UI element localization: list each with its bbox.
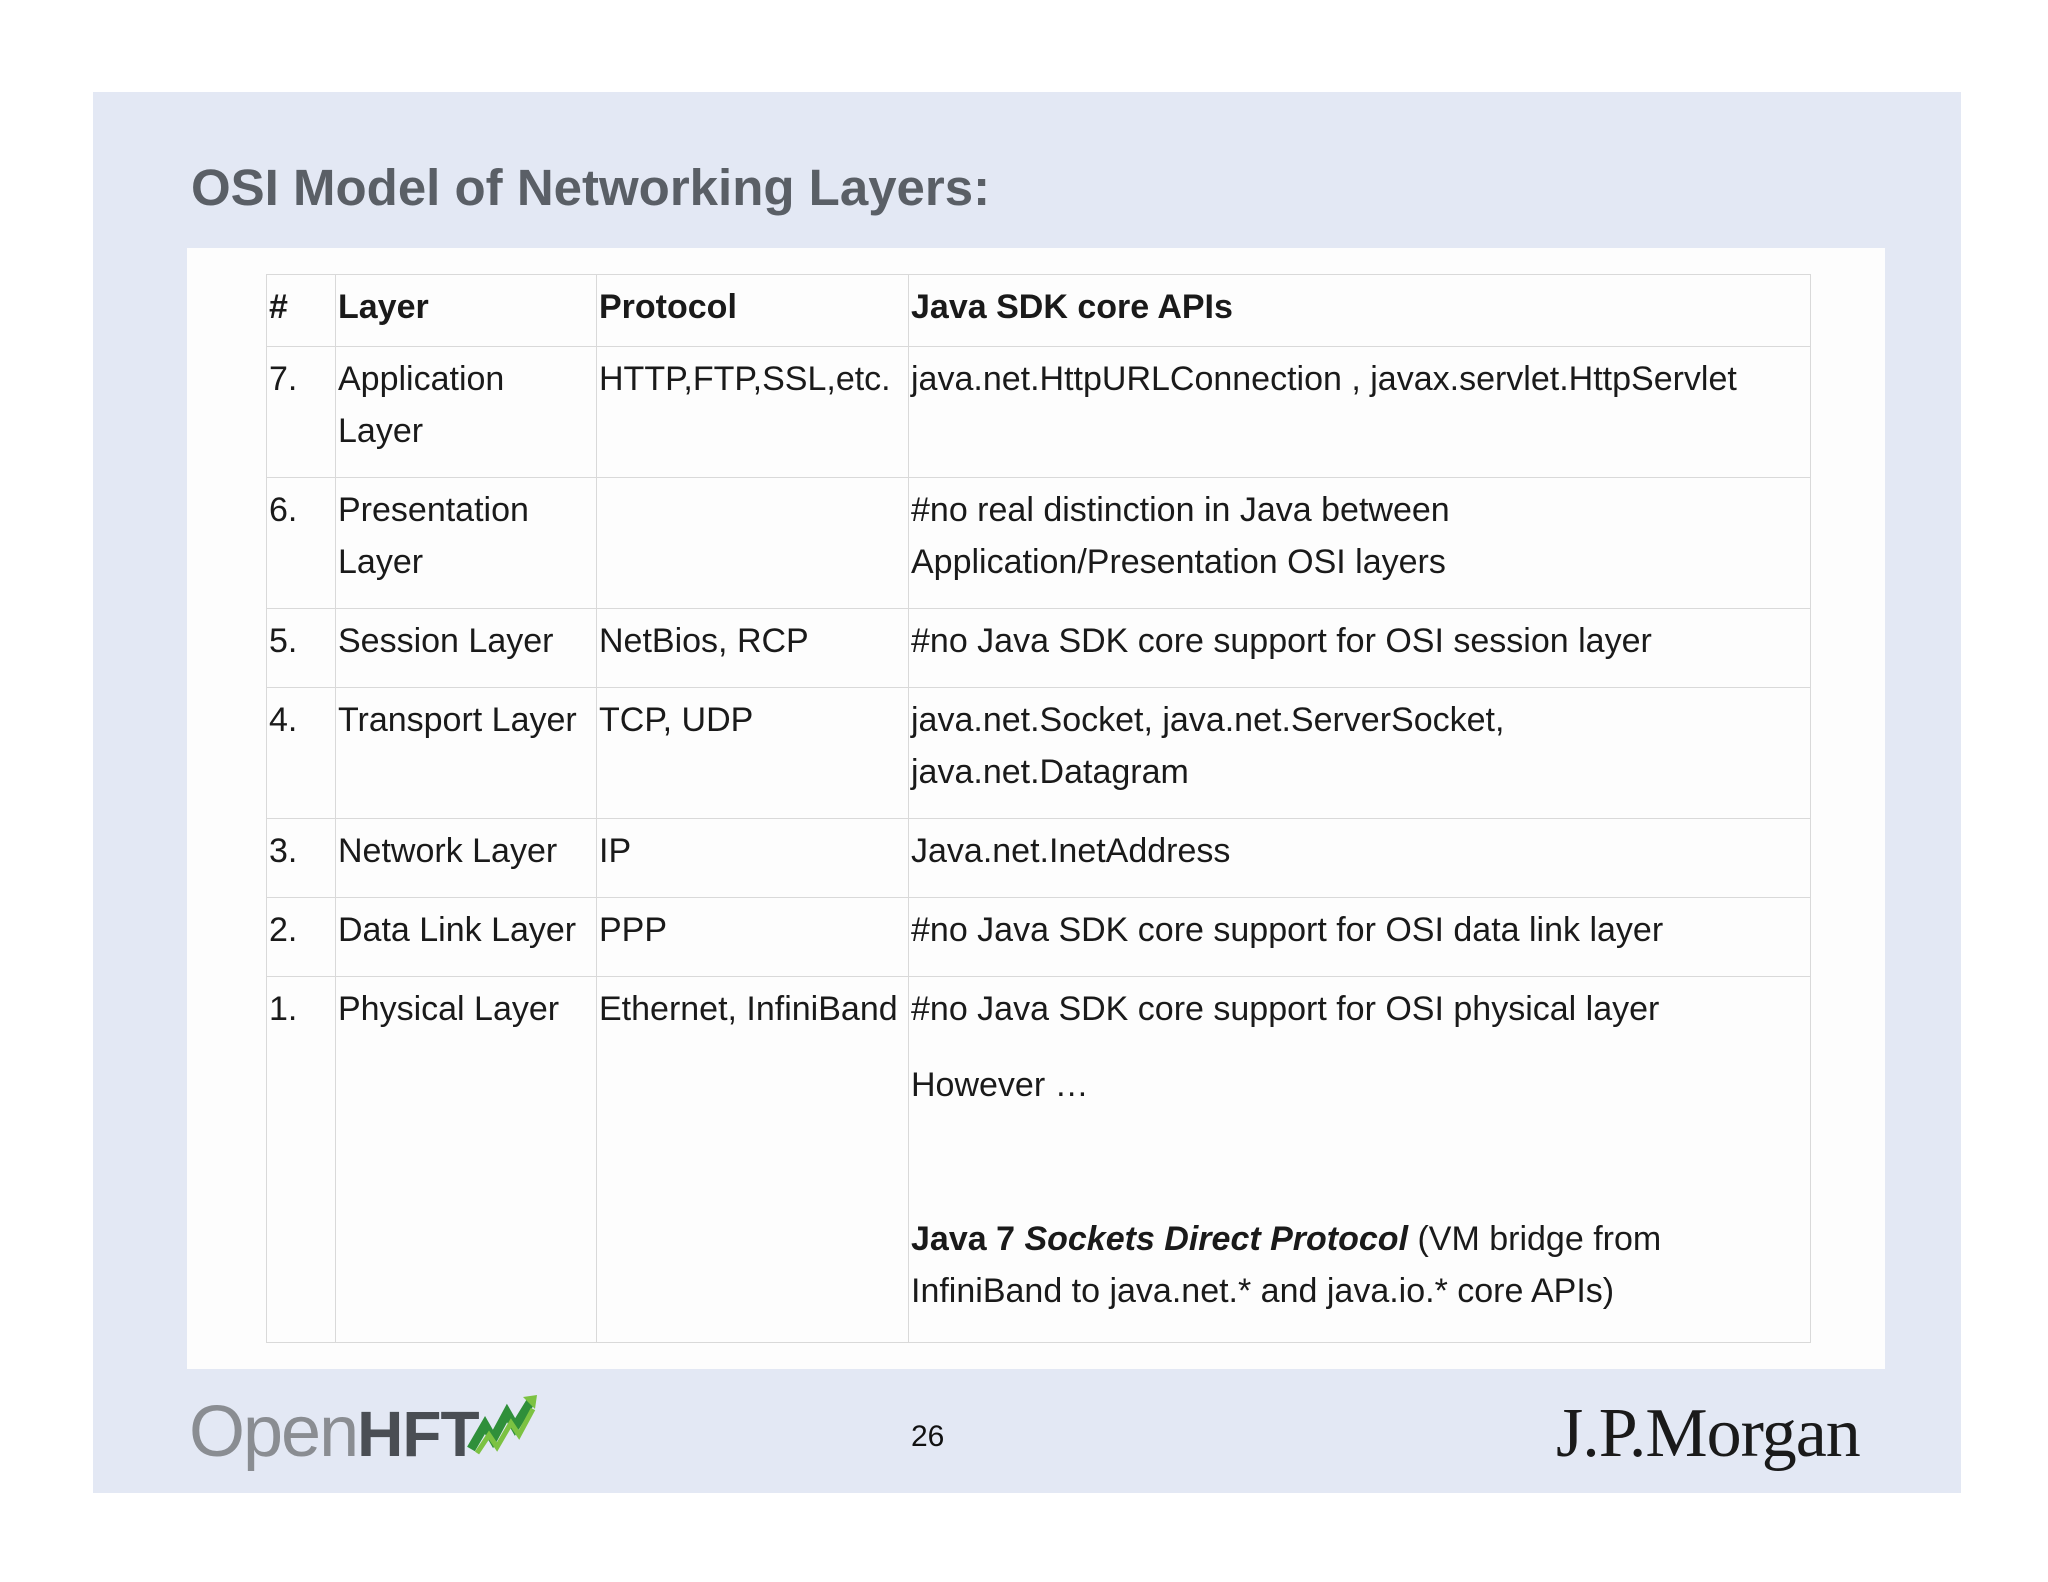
header-num: # xyxy=(267,275,336,347)
row-num: 3. xyxy=(267,819,336,898)
row-protocol: HTTP,FTP,SSL,etc. xyxy=(597,347,909,478)
row-protocol: Ethernet, InfiniBand xyxy=(597,977,909,1343)
jpmorgan-logo: J.P.Morgan xyxy=(1556,1395,1860,1472)
row-layer: Network Layer xyxy=(336,819,597,898)
row-layer: Session Layer xyxy=(336,609,597,688)
slide xyxy=(93,92,1961,1493)
table-header-row xyxy=(267,275,1811,347)
row-protocol: PPP xyxy=(597,898,909,977)
row-layer: Physical Layer xyxy=(336,977,597,1343)
sdp-line-2: InfiniBand to java.net.* and java.io.* core APIs) xyxy=(911,1272,1615,1310)
row-num: 5. xyxy=(267,609,336,688)
apis-line: java.net.Socket, java.net.ServerSocket, xyxy=(911,701,1505,739)
table-row xyxy=(267,688,1811,819)
row-num: 4. xyxy=(267,688,336,819)
row-apis: Java.net.InetAddress xyxy=(909,819,1811,898)
openhft-open-text: Open xyxy=(189,1392,358,1472)
page-number: 26 xyxy=(911,1420,945,1453)
header-apis: Java SDK core APIs xyxy=(909,275,1811,347)
table-panel xyxy=(187,248,1885,1369)
sdp-line xyxy=(911,1213,1808,1265)
table-row xyxy=(267,347,1811,478)
slide-title: OSI Model of Networking Layers: xyxy=(191,159,991,216)
apis-line: #no real distinction in Java between xyxy=(911,491,1450,529)
sdp-rest: (VM bridge from xyxy=(1408,1220,1662,1258)
header-layer: Layer xyxy=(336,275,597,347)
row-layer: Presentation Layer xyxy=(336,478,597,609)
row-apis xyxy=(909,977,1811,1343)
row-num: 2. xyxy=(267,898,336,977)
apis-line: Application/Presentation OSI layers xyxy=(911,543,1446,581)
row-layer: Data Link Layer xyxy=(336,898,597,977)
row-protocol xyxy=(597,478,909,609)
row-layer: Transport Layer xyxy=(336,688,597,819)
apis-line: #no Java SDK core support for OSI physical layer xyxy=(911,990,1660,1028)
osi-table xyxy=(266,274,1811,1343)
row-num: 1. xyxy=(267,977,336,1343)
table-row xyxy=(267,977,1811,1343)
row-protocol: TCP, UDP xyxy=(597,688,909,819)
apis-line: java.net.Datagram xyxy=(911,753,1189,791)
trend-arrow-icon xyxy=(467,1395,539,1457)
however-text: However … xyxy=(911,1066,1089,1104)
row-apis: #no Java SDK core support for OSI data link layer xyxy=(909,898,1811,977)
row-apis xyxy=(909,688,1811,819)
openhft-logo xyxy=(189,1391,479,1471)
row-num: 6. xyxy=(267,478,336,609)
row-apis xyxy=(909,478,1811,609)
table-row xyxy=(267,609,1811,688)
openhft-hft-text: HFT xyxy=(357,1398,479,1470)
sdp-prefix: Java 7 xyxy=(911,1220,1025,1258)
table-row xyxy=(267,478,1811,609)
table-row xyxy=(267,819,1811,898)
row-apis: java.net.HttpURLConnection , javax.servlet.HttpServlet xyxy=(909,347,1811,478)
row-protocol: IP xyxy=(597,819,909,898)
table-row xyxy=(267,898,1811,977)
sdp-name: Sockets Direct Protocol xyxy=(1024,1220,1409,1258)
row-protocol: NetBios, RCP xyxy=(597,609,909,688)
header-protocol: Protocol xyxy=(597,275,909,347)
row-apis: #no Java SDK core support for OSI session layer xyxy=(909,609,1811,688)
row-layer: Application Layer xyxy=(336,347,597,478)
row-num: 7. xyxy=(267,347,336,478)
